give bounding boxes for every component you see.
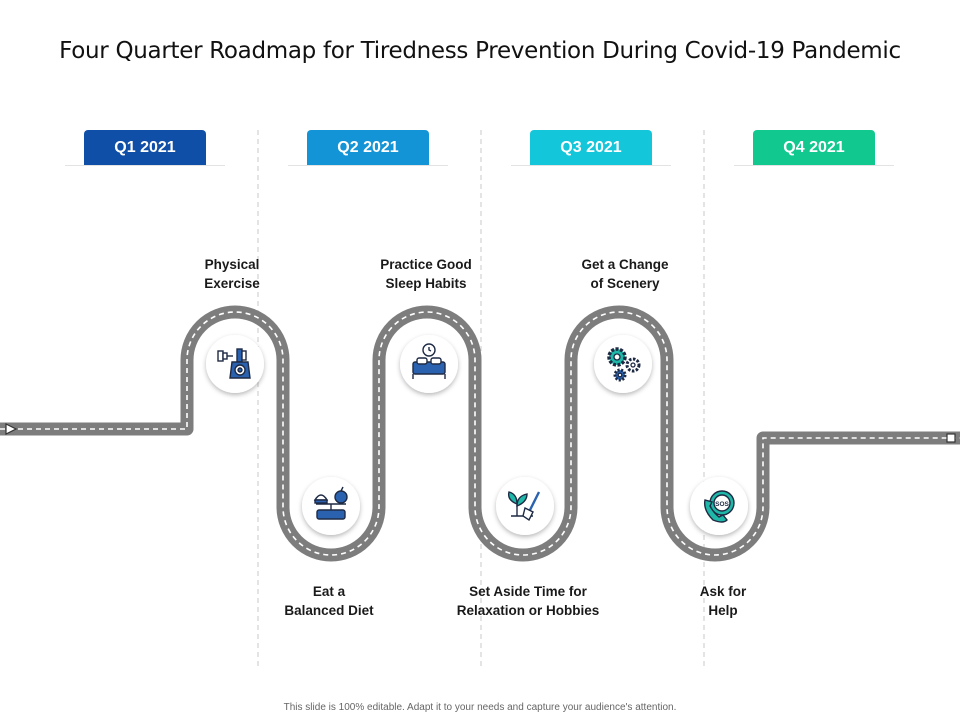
quarter-tab-q1: Q1 2021 xyxy=(84,130,206,165)
step-label-line: Exercise xyxy=(204,276,260,291)
milestone-sleep-habits xyxy=(400,335,458,393)
milestone-balanced-diet xyxy=(302,477,360,535)
milestone-relaxation-hobbies xyxy=(496,477,554,535)
quarter-tab-q4: Q4 2021 xyxy=(753,130,875,165)
road-surface xyxy=(0,312,960,555)
milestone-physical-exercise xyxy=(206,335,264,393)
slide-title: Four Quarter Roadmap for Tiredness Prevention During Covid-19 Pandemic xyxy=(59,38,901,64)
footer-note: This slide is 100% editable. Adapt it to your needs and capture your audience's attention. xyxy=(283,702,677,713)
step-label-balanced-diet xyxy=(244,582,414,620)
quarter-tab-q2: Q2 2021 xyxy=(307,130,429,165)
step-label-line: Practice Good xyxy=(380,257,472,272)
step-label-line: Ask for xyxy=(699,584,747,599)
milestone-change-scenery xyxy=(594,335,652,393)
step-label-line: Sleep Habits xyxy=(385,276,467,291)
step-label-line: Get a Change xyxy=(581,257,669,272)
step-label-line: Set Aside Time for xyxy=(469,584,587,599)
road-end-square-icon xyxy=(947,434,955,442)
milestone-ask-help xyxy=(690,477,748,535)
svg-text:SOS: SOS xyxy=(715,501,729,508)
step-label-relaxation-hobbies xyxy=(443,582,613,620)
step-label-change-scenery xyxy=(540,255,710,293)
step-label-ask-help xyxy=(638,582,808,620)
step-label-line: of Scenery xyxy=(590,276,660,291)
step-label-line: Help xyxy=(708,603,738,618)
step-label-line: Eat a xyxy=(312,584,346,599)
step-label-line: Balanced Diet xyxy=(284,603,374,618)
step-label-line: Relaxation or Hobbies xyxy=(456,603,600,618)
quarter-tab-q3: Q3 2021 xyxy=(530,130,652,165)
step-label-physical-exercise xyxy=(147,255,317,293)
step-label-line: Physical xyxy=(204,257,260,272)
step-label-sleep-habits xyxy=(341,255,511,293)
